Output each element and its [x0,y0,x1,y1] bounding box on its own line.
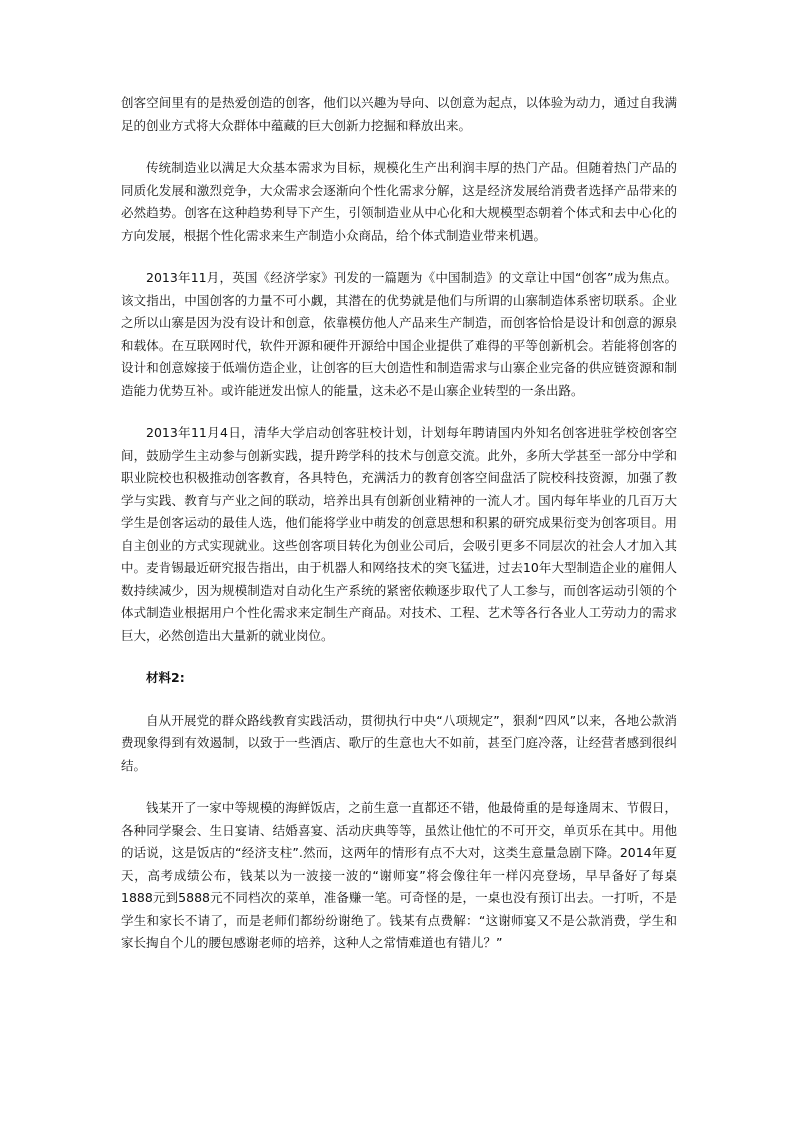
paragraph-tsinghua-maker-program: 2013年11月4日，清华大学启动创客驻校计划，计划每年聘请国内外知名创客进驻学校创客空间，鼓励学生主动参与创新实践，提升跨学科的技术与创意交流。此外，多所大学甚至一部分中学和职业院校也积极推动创客教育，各具特色，充满活力的教育创客空间盘活了院校科技资源，加强了教学与实践、教育与产业之间的联动，培养出具有创新创业精神的一流人才。国内每年毕业的几百万大学生是创客运动的最佳人选，他们能将学业中萌发的创意思想和积累的研究成果衍变为创客项目。用自主创业的方式实现就业。这些创客项目转化为创业公司后，会吸引更多不同层次的社会人才加入其中。麦肯锡最近研究报告指出，由于机器人和网络技术的突飞猛进，过去10年大型制造企业的雇佣人数持续减少，因为规模制造对自动化生产系统的紧密依赖逐步取代了人工参与，而创客运动引领的个体式制造业根据用户个性化需求来定制生产商品。对技术、工程、艺术等各行各业人工劳动力的需求巨大，必然创造出大量新的就业岗位。 [121,425,677,643]
paragraph-public-spending-curbed: 自从开展党的群众路线教育实践活动，贯彻执行中央“八项规定”，狠刹“四风”以来，各地公款消费现象得到有效遏制，以致于一些酒店、歌厅的生意也大不如前，甚至门庭冷落，让经营者感到很纠结。 [121,712,677,773]
paragraph-makerspace-intro: 创客空间里有的是热爱创造的创客，他们以兴趣为导向、以创意为起点，以体验为动力，通过自我满足的创业方式将大众群体中蕴藏的巨大创新力挖掘和释放出来。 [121,95,677,133]
paragraph-economist-article: 2013年11月，英国《经济学家》刊发的一篇题为《中国制造》的文章让中国“创客”成为焦点。该文指出，中国创客的力量不可小觑，其潜在的优势就是他们与所谓的山寨制造体系密切联系。企业之所以山寨是因为没有设计和创意，依靠模仿他人产品来生产制造，而创客恰恰是设计和创意的源泉和载体。在互联网时代，软件开源和硬件开源给中国企业提供了难得的平等创新机会。若能将创客的设计和创意嫁接于低端仿造企业，让创客的巨大创造性和制造需求与山寨企业完备的供应链资源和制造能力优势互补。或许能迸发出惊人的能量，这未必不是山寨企业转型的一条出路。 [121,270,677,398]
document-page [121,92,677,975]
paragraph-seafood-restaurant-story: 钱某开了一家中等规模的海鲜饭店，之前生意一直都还不错，他最倚重的是每逢周末、节假日，各种同学聚会、生日宴请、结婚喜宴、活动庆典等等，虽然让他忙的不可开交，单页乐在其中。用他的话说，这是饭店的“经济支柱”.然而，这两年的情形有点不大对，这类生意量急剧下降。2014年夏天，高考成绩公布，钱某以为一波接一波的“谢师宴”将会像往年一样闪亮登场，早早备好了每桌1888元到5888元不同档次的菜单，准备赚一笔。可奇怪的是，一桌也没有预订出去。一打听，不是学生和家长不请了，而是老师们都纷纷谢绝了。钱某有点费解：“这谢师宴又不是公款消费，学生和家长掏自个儿的腰包感谢老师的培养，这种人之常情难道也有错儿？” [121,800,677,950]
material-2-heading: 材料2: [146,670,185,685]
paragraph-traditional-manufacturing: 传统制造业以满足大众基本需求为目标，规模化生产出利润丰厚的热门产品。但随着热门产品的同质化发展和激烈竞争，大众需求会逐渐向个性化需求分解，这是经济发展给消费者选择产品带来的必然趋势。创客在这种趋势利导下产生，引领制造业从中心化和大规模型态朝着个体式和去中心化的方向发展，根据个性化需求来生产制造小众商品，给个体式制造业带来机遇。 [121,160,677,243]
